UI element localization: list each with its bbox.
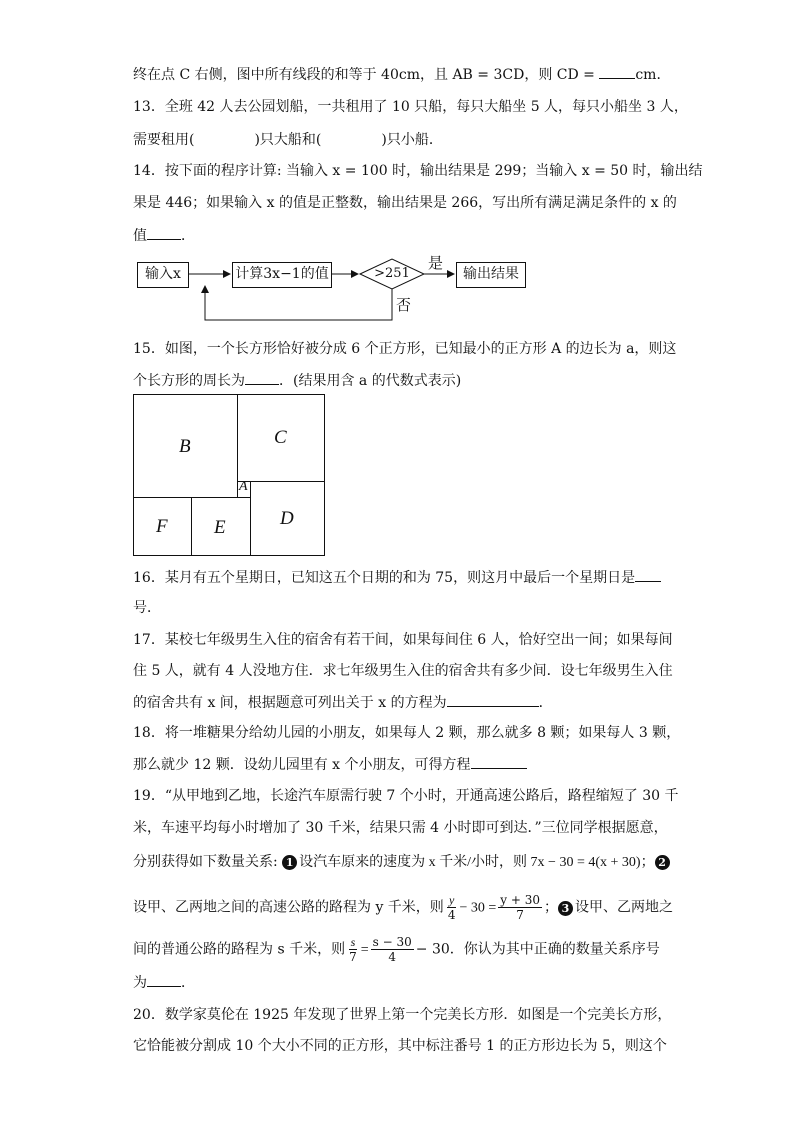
fraction-denominator: 4	[447, 908, 456, 922]
q14-line-1: 14．按下面的程序计算: 当输入 x = 100 时，输出结果是 299；当输入 x = 50 时，输出结	[133, 163, 703, 179]
q18-text: 那么就少 12 颗．设幼儿园里有 x 个小朋友，可得方程	[133, 757, 471, 773]
label-c: C	[274, 427, 287, 448]
q19-line-3	[133, 852, 672, 873]
fraction-denominator: 4	[388, 950, 397, 964]
q17-line-3	[133, 692, 553, 713]
circled-number-1: 1	[282, 855, 297, 870]
q14-tail: ．	[181, 228, 195, 244]
flowchart-connectors	[0, 0, 794, 340]
q15-tail: ．(结果用含 a 的代数式表示)	[279, 373, 462, 389]
fraction-s-over-7	[347, 935, 359, 964]
q13-text-part3: )只小船．	[381, 132, 443, 148]
q16-text: 16．某月有五个星期日，已知这五个日期的和为 75，则这月中最后一个星期日是	[133, 570, 636, 586]
label-a: A	[239, 479, 248, 494]
fraction-denominator: 7	[349, 950, 357, 964]
answer-blank[interactable]	[245, 370, 279, 385]
q19-text: 设甲、乙两地之	[574, 899, 673, 916]
flow-condition-label: >251	[374, 266, 410, 281]
q19-text: 分别获得如下数量关系:	[133, 854, 283, 870]
q19-equation-part: − 30 =	[459, 900, 497, 916]
fraction-numerator: y + 30	[500, 893, 540, 907]
flow-yes-label: 是	[428, 254, 444, 272]
q13-text-part2: )只大船和(	[254, 132, 322, 148]
q19-line-6	[133, 972, 195, 993]
q19-relation-1: 设汽车原来的速度为 x 千米/小时，则 7x − 30 = 4(x + 30)；	[299, 855, 655, 870]
q19-text: − 30．你认为其中正确的数量关系序号	[415, 941, 660, 958]
q14-line-2: 果是 446；如果输入 x 的值是正整数，输出结果是 266，写出所有满足满足条件的 x 的	[133, 195, 677, 211]
fraction-y30-over-7	[498, 893, 542, 922]
q17-line-2: 住 5 人，就有 4 人没地方住．求七年级男生入住的宿舍共有多少间．设七年级男生入住	[133, 663, 673, 679]
q19-line-2: 米，车速平均每小时增加了 30 千米，结果只需 4 小时即可到达．”三位同学根据愿意，	[133, 820, 668, 836]
fraction-numerator: s	[350, 935, 356, 949]
q17-line-1: 17．某校七年级男生入住的宿舍有若干间，如果每间住 6 人，恰好空出一间；如果每间	[133, 632, 673, 648]
q15-line-2	[133, 370, 461, 391]
flow-input-box: 输入x	[137, 262, 189, 288]
circled-number-2: 2	[655, 855, 670, 870]
q18-line-2	[133, 754, 527, 775]
q19-separator: ；	[543, 899, 558, 916]
q15-line-1: 15．如图，一个长方形恰好被分成 6 个正方形，已知最小的正方形 A 的边长为 a，则这	[133, 341, 677, 357]
answer-blank[interactable]	[447, 692, 539, 707]
answer-blank[interactable]	[147, 972, 181, 987]
label-f: F	[156, 516, 168, 537]
fraction-numerator: y	[448, 893, 455, 907]
arrow-loop-back	[205, 286, 392, 320]
q16-line-2: 号．	[133, 600, 161, 616]
answer-blank[interactable]	[635, 567, 661, 582]
flow-output-box: 输出结果	[456, 262, 526, 288]
fraction-y-over-4	[446, 893, 458, 922]
unit-text: cm．	[635, 67, 671, 83]
q13-line-1: 13．全班 42 人去公园划船，一共租用了 10 只船，每只大船坐 5 人，每只小船坐 3 人，	[133, 99, 688, 115]
q14-text: 值	[133, 228, 147, 244]
q12-text-end: 终在点 C 右侧，图中所有线段的和等于 40cm，且 AB = 3CD，则 CD =	[133, 67, 600, 83]
circled-number-3: 3	[558, 901, 573, 916]
flow-compute-box: 计算3x−1的值	[232, 262, 332, 288]
q19-text: 间的普通公路的路程为 s 千米，则	[133, 941, 346, 958]
q19-tail: ．	[181, 975, 195, 991]
q18-line-1: 18．将一堆糖果分给幼儿园的小朋友，如果每人 2 颗，那么就多 8 颗；如果每人 3 颗，	[133, 725, 681, 741]
q13-text-part1: 需要租用(	[133, 132, 195, 148]
q17-text: 的宿舍共有 x 间，根据题意可列出关于 x 的方程为	[133, 695, 447, 711]
answer-blank[interactable]	[471, 754, 527, 769]
q19-line-4	[133, 893, 673, 922]
q20-line-1: 20．数学家莫伦在 1925 年发现了世界上第一个完美长方形．如图是一个完美长方形，	[133, 1007, 672, 1023]
q19-text: 为	[133, 975, 147, 991]
fraction-denominator: 7	[516, 908, 524, 922]
q16-line-1	[133, 567, 661, 588]
label-b: B	[179, 436, 191, 457]
q17-tail: ．	[538, 695, 553, 711]
label-e: E	[214, 517, 226, 538]
q20-line-2: 它恰能被分割成 10 个大小不同的正方形，其中标注番号 1 的正方形边长为 5，则这个	[133, 1038, 667, 1054]
flow-no-label: 否	[396, 296, 412, 314]
q19-line-5	[133, 935, 660, 964]
label-d: D	[280, 508, 294, 529]
q19-line-1: 19．“从甲地到乙地，长途汽车原需行驶 7 个小时，开通高速公路后，路程缩短了 30 千	[133, 788, 679, 804]
fraction-s30-over-4	[371, 935, 414, 964]
q19-text: 设甲、乙两地之间的高速公路的路程为 y 千米，则	[133, 899, 444, 916]
q15-text: 个长方形的周长为	[133, 373, 245, 389]
fraction-numerator: s − 30	[372, 935, 412, 949]
q19-equation-part: =	[360, 942, 369, 958]
